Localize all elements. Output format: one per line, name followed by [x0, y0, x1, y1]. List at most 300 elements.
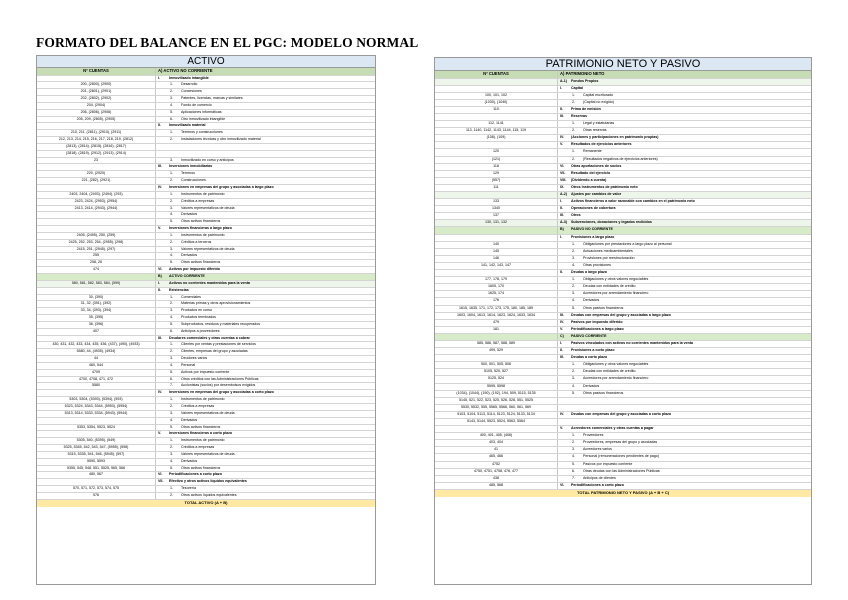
- account-codes: 1615, 1635, 171, 172, 173, 175, 180, 185, 189: [435, 306, 558, 312]
- account-codes: 4752: [435, 462, 558, 468]
- account-codes: 407: [37, 329, 156, 335]
- account-codes: 23: [37, 158, 156, 164]
- line-item: [558, 355, 811, 361]
- line-number: 1.: [170, 171, 173, 176]
- table-row: [37, 438, 375, 445]
- account-codes: 137: [435, 213, 558, 219]
- table-row: [37, 390, 375, 397]
- line-number: 1.: [170, 486, 173, 491]
- line-label: Inmovilizado en curso y anticipos: [181, 157, 234, 162]
- line-label: Proveedores: [583, 433, 604, 438]
- table-row: [37, 123, 375, 130]
- line-item: [156, 445, 375, 451]
- line-number: 1.: [170, 397, 173, 402]
- table-row: [37, 472, 375, 479]
- table-row: [435, 114, 811, 121]
- account-codes: 400, 401, 405, (406): [435, 433, 558, 439]
- pasivo-total-label: TOTAL PATRIMONIO NETO Y PASIVO (A + B + C): [576, 489, 670, 495]
- line-number: VIII.: [560, 177, 567, 182]
- account-codes: [435, 192, 558, 198]
- line-item: [558, 334, 811, 340]
- account-codes: 5353, 5354, 5523, 5524: [37, 425, 156, 431]
- line-number: 2.: [170, 349, 173, 354]
- line-label: Deudores varios: [181, 356, 208, 361]
- line-number: II.: [560, 106, 563, 111]
- line-item: [156, 431, 375, 437]
- line-item: [156, 158, 375, 164]
- table-row: [37, 171, 375, 178]
- pasivo-total-row: [435, 490, 811, 497]
- table-row: [37, 383, 375, 390]
- line-label: Créditos a empresas: [181, 198, 215, 203]
- line-item: [156, 82, 375, 88]
- line-label: Valores representativos de deuda: [181, 205, 235, 210]
- line-item: [156, 301, 375, 307]
- line-item: [156, 171, 375, 177]
- line-label: Productos terminados: [181, 315, 216, 320]
- table-row: [37, 479, 375, 486]
- table-row: [37, 212, 375, 219]
- line-item: [156, 390, 375, 396]
- table-row: [37, 308, 375, 315]
- table-row: [37, 301, 375, 308]
- line-number: 4.: [170, 253, 173, 258]
- line-number: 5.: [572, 461, 575, 466]
- line-item: [156, 267, 375, 273]
- line-label: Instalaciones técnicas y otro inmovilizado material: [181, 137, 261, 142]
- line-number: I.: [158, 280, 160, 285]
- line-label: Efectivo y otros activos líquidos equivalentes: [169, 479, 247, 484]
- table-row: [37, 274, 375, 281]
- account-codes: (1030), (1040): [435, 100, 558, 106]
- line-item: [156, 253, 375, 259]
- line-label: Clientes por ventas y prestaciones de servicios: [181, 342, 256, 347]
- line-number: 1.: [572, 433, 575, 438]
- line-label: Otros pasivos financieros: [583, 305, 624, 310]
- account-codes: 2423, 2424, (2953), (2954): [37, 199, 156, 205]
- line-item: [558, 483, 811, 489]
- line-number: II.: [158, 287, 161, 292]
- line-item: [558, 227, 811, 233]
- line-item: [558, 235, 811, 241]
- line-number: I.: [158, 75, 160, 80]
- account-codes: 576: [37, 493, 156, 499]
- line-label: Derivados: [583, 383, 600, 388]
- line-label: Proveedores, empresas del grupo y asociadas: [583, 440, 658, 445]
- table-row: [435, 327, 811, 334]
- account-codes: 5355, 545, 548, 551, 5525, 565, 566: [37, 466, 156, 472]
- table-row: [37, 336, 375, 343]
- line-number: 1.: [170, 342, 173, 347]
- line-item: [558, 391, 811, 397]
- line-number: 6.: [170, 376, 173, 381]
- line-label: ACTIVO CORRIENTE: [169, 273, 205, 278]
- account-codes: 585, 586, 587, 588, 589: [435, 341, 558, 347]
- line-label: Capital: [571, 85, 583, 90]
- account-codes: 205, 209, (2805), (2905): [37, 117, 156, 123]
- line-item: [156, 281, 375, 287]
- line-item: [156, 185, 375, 191]
- line-label: Provisiones por reestructuración: [583, 255, 635, 260]
- line-item: [156, 322, 375, 328]
- line-number: VI.: [560, 482, 565, 487]
- line-item: [558, 447, 811, 453]
- line-label: Otros activos financieros: [181, 260, 221, 265]
- account-codes: 255: [37, 253, 156, 259]
- table-row: [435, 242, 811, 249]
- table-row: [435, 235, 811, 242]
- table-row: [435, 306, 811, 313]
- table-row: [37, 151, 375, 158]
- table-row: [37, 418, 375, 425]
- table-row: [435, 426, 811, 433]
- line-number: 5.: [170, 369, 173, 374]
- line-label: Otras reservas: [583, 128, 607, 133]
- account-codes: 221, (282), (2921): [37, 178, 156, 184]
- account-codes: [37, 212, 156, 218]
- table-row: [37, 82, 375, 89]
- account-codes: [435, 142, 558, 148]
- line-label: Obligaciones por prestaciones a largo plazo al personal: [583, 241, 672, 246]
- line-label: Accionistas (socios) por desembolsos exigidos: [181, 383, 256, 388]
- table-row: [435, 398, 811, 405]
- line-number: 4.: [170, 417, 173, 422]
- line-item: [558, 256, 811, 262]
- account-codes: 580, 581, 582, 583, 584, (599): [37, 281, 156, 287]
- line-item: [558, 206, 811, 212]
- account-codes: [435, 334, 558, 340]
- account-codes: [37, 226, 156, 232]
- account-codes: 145: [435, 249, 558, 255]
- line-item: [156, 349, 375, 355]
- account-codes: (108), (109): [435, 135, 558, 141]
- table-row: [435, 284, 811, 291]
- line-item: [156, 103, 375, 109]
- account-codes: [435, 86, 558, 92]
- table-row: [37, 281, 375, 288]
- line-number: 2.: [572, 156, 575, 161]
- account-codes: 133: [435, 199, 558, 205]
- line-label: Obligaciones y otros valores negociables: [583, 277, 649, 282]
- line-item: [156, 144, 375, 150]
- line-label: Inversiones en empresas del grupo y asociadas a largo plazo: [169, 185, 274, 189]
- account-codes: 5595, 5598: [435, 384, 558, 390]
- line-label: Activos por impuesto diferido: [169, 267, 220, 272]
- line-label: (Resultados negativos de ejercicios anteriores): [583, 156, 658, 161]
- account-codes: 1625, 174: [435, 291, 558, 297]
- line-label: Acreedores por arrendamiento financiero: [583, 376, 649, 381]
- table-row: [435, 107, 811, 114]
- line-item: [558, 348, 811, 354]
- line-item: [558, 426, 811, 432]
- line-number: 2.: [170, 492, 173, 497]
- account-codes: 31, 32, (391), (392): [37, 301, 156, 307]
- line-number: 4.: [572, 298, 575, 303]
- line-item: [156, 130, 375, 136]
- line-item: [156, 411, 375, 417]
- activo-rows: [37, 76, 375, 500]
- line-item: [156, 356, 375, 362]
- line-item: [558, 469, 811, 475]
- line-label: Deudas con entidades de crédito: [583, 284, 636, 289]
- account-codes: 474: [37, 267, 156, 273]
- line-item: [156, 206, 375, 212]
- line-number: B): [560, 227, 564, 232]
- table-row: [435, 320, 811, 327]
- line-label: Deudas a corto plazo: [571, 355, 608, 360]
- account-codes: 113, 1140, 1142, 1143, 1144, 115, 119: [435, 128, 558, 134]
- table-row: [435, 462, 811, 469]
- line-label: Existencias: [169, 287, 189, 292]
- line-number: 3.: [572, 255, 575, 260]
- line-number: 5.: [170, 260, 173, 265]
- line-label: Instrumentos de patrimonio: [181, 397, 225, 402]
- account-codes: 258, 26: [37, 260, 156, 266]
- table-row: [37, 76, 375, 83]
- line-label: Otros activos financieros: [181, 219, 221, 224]
- account-codes: 5143, 5144, 5523, 5524, 5563, 5564: [435, 419, 558, 425]
- account-codes: 130, 131, 132: [435, 220, 558, 226]
- account-codes: (121): [435, 157, 558, 163]
- line-item: [156, 452, 375, 458]
- line-number: VI.: [158, 472, 163, 477]
- table-row: [37, 96, 375, 103]
- line-item: [156, 425, 375, 431]
- table-row: [37, 117, 375, 124]
- account-codes: 35, (395): [37, 315, 156, 321]
- line-label: Derivados: [583, 298, 600, 303]
- line-number: 5.: [170, 465, 173, 470]
- account-codes: 1603, 1604, 1613, 1614, 1623, 1624, 1633, 1634: [435, 313, 558, 319]
- account-codes: (2818), (2819), (2912), (2913), (2914): [37, 151, 156, 157]
- account-codes: 33, 34, (393), (394): [37, 308, 156, 314]
- account-codes: 141, 142, 143, 147: [435, 263, 558, 269]
- line-item: [558, 249, 811, 255]
- account-codes: 5323, 5324, 5343, 5344, (5953), (5954): [37, 404, 156, 410]
- line-label: Derivados: [181, 458, 198, 463]
- line-item: [558, 412, 811, 418]
- table-row: [37, 192, 375, 199]
- line-item: [156, 260, 375, 266]
- line-item: [156, 117, 375, 123]
- account-codes: [435, 79, 558, 85]
- account-codes: 500, 501, 505, 506: [435, 362, 558, 368]
- account-codes: 430, 431, 432, 433, 434, 435, 436, (437), (490), (4933): [37, 342, 156, 348]
- table-row: [435, 164, 811, 171]
- line-item: [156, 315, 375, 321]
- line-label: (Capital no exigido): [583, 99, 614, 104]
- line-item: [558, 93, 811, 99]
- line-number: 2.: [170, 301, 173, 306]
- line-item: [558, 462, 811, 468]
- account-codes: 120: [435, 149, 558, 155]
- line-item: [558, 220, 811, 226]
- line-label: Deudas a largo plazo: [571, 270, 607, 275]
- account-codes: 2403, 2404, (2493), (2494), (293): [37, 192, 156, 198]
- table-row: [435, 454, 811, 461]
- line-number: 2.: [170, 137, 173, 142]
- line-item: [156, 96, 375, 102]
- table-row: [37, 130, 375, 137]
- table-row: [435, 384, 811, 391]
- account-codes: 5103, 5104, 5113, 5114, 5123, 5124, 5133, 5134: [435, 412, 558, 418]
- table-row: [435, 157, 811, 164]
- account-codes: 5325, 5345, 542, 543, 547, (5955), (598): [37, 445, 156, 451]
- account-codes: 5315, 5335, 541, 546, (5945), (597): [37, 452, 156, 458]
- line-item: [558, 376, 811, 382]
- account-codes: 403, 404: [435, 440, 558, 446]
- account-codes: [37, 76, 156, 82]
- line-label: Reservas: [571, 113, 587, 118]
- table-row: [37, 315, 375, 322]
- page-title: FORMATO DEL BALANCE EN EL PGC: MODELO NORMAL: [36, 35, 419, 50]
- table-row: [37, 144, 375, 151]
- line-item: [156, 164, 375, 170]
- line-number: 4.: [170, 362, 173, 367]
- line-item: [558, 476, 811, 482]
- table-row: [435, 433, 811, 440]
- table-row: [435, 447, 811, 454]
- line-label: Terrenos y construcciones: [181, 130, 223, 135]
- line-number: 5.: [572, 305, 575, 310]
- account-codes: [37, 288, 156, 294]
- line-number: 5.: [170, 219, 173, 224]
- line-label: Ajustes por cambios de valor: [571, 192, 622, 196]
- line-label: Deudas con entidades de crédito: [583, 369, 636, 374]
- line-item: [558, 149, 811, 155]
- line-item: [156, 240, 375, 246]
- line-label: Inmovilizado intangible: [169, 75, 209, 80]
- line-label: Otros: [571, 213, 581, 218]
- line-number: 3.: [170, 451, 173, 456]
- line-label: Anticipos de clientes: [583, 475, 616, 480]
- account-codes: 5125, 524: [435, 376, 558, 382]
- line-item: [156, 342, 375, 348]
- line-number: V.: [560, 142, 564, 147]
- line-item: [156, 404, 375, 410]
- line-item: [558, 100, 811, 106]
- pasivo-table: [434, 57, 812, 585]
- line-item: [156, 274, 375, 280]
- account-codes: 220, (2920): [37, 171, 156, 177]
- account-codes: 112, 1141: [435, 121, 558, 127]
- account-codes: 201, (2801), (2901): [37, 89, 156, 95]
- line-item: [558, 277, 811, 283]
- line-number: III.: [158, 164, 162, 169]
- account-codes: 30, (390): [37, 295, 156, 301]
- line-label: Prima de emisión: [571, 106, 601, 111]
- line-item: [558, 121, 811, 127]
- line-label: Subvenciones, donaciones y legados recibidos: [571, 220, 652, 225]
- account-codes: 5590, 5593: [37, 459, 156, 465]
- table-row: [37, 240, 375, 247]
- line-item: [156, 226, 375, 232]
- line-label: Tesorería: [181, 486, 196, 491]
- table-row: [37, 425, 375, 432]
- table-row: [435, 142, 811, 149]
- table-row: [37, 370, 375, 377]
- line-number: 3.: [572, 376, 575, 381]
- account-codes: [37, 219, 156, 225]
- account-codes: 206, (2806), (2906): [37, 110, 156, 116]
- account-codes: 4750, 4751, 4758, 476, 477: [435, 469, 558, 475]
- line-item: [156, 233, 375, 239]
- line-label: Activos no corrientes mantenidos para la venta: [169, 280, 250, 285]
- line-number: 4.: [572, 454, 575, 459]
- account-codes: [37, 390, 156, 396]
- line-number: 2.: [572, 369, 575, 374]
- line-number: 1.: [170, 191, 173, 196]
- account-codes: 177, 178, 179: [435, 277, 558, 283]
- line-label: PASIVO CORRIENTE: [571, 333, 607, 338]
- line-number: 2.: [170, 404, 173, 408]
- line-item: [156, 76, 375, 82]
- line-item: [558, 419, 811, 425]
- line-label: Instrumentos de patrimonio: [181, 232, 225, 237]
- line-number: A-3): [560, 220, 567, 225]
- line-number: IV.: [158, 390, 163, 395]
- line-number: IV.: [560, 135, 565, 140]
- line-label: Otros activos financieros: [181, 465, 221, 470]
- line-label: Otros pasivos financieros: [583, 390, 624, 395]
- table-row: [435, 440, 811, 447]
- account-codes: 181: [435, 327, 558, 333]
- line-number: 4.: [170, 458, 173, 463]
- table-row: [37, 411, 375, 418]
- line-label: Personal (remuneraciones pendientes de pago): [583, 454, 659, 459]
- table-row: [435, 227, 811, 234]
- table-row: [435, 178, 811, 185]
- line-item: [558, 213, 811, 219]
- line-item: [156, 199, 375, 205]
- line-label: Obligaciones y otros valores negociables: [583, 362, 649, 367]
- activo-total-row: [37, 500, 375, 507]
- line-number: V.: [158, 431, 162, 436]
- line-item: [558, 242, 811, 248]
- account-codes: 36, (396): [37, 322, 156, 328]
- line-item: [558, 362, 811, 368]
- line-label: Concesiones: [181, 89, 202, 94]
- line-number: 3.: [572, 447, 575, 452]
- line-number: IX.: [560, 184, 565, 189]
- line-item: [558, 398, 811, 404]
- line-label: Otras aportaciones de socios: [571, 163, 622, 168]
- line-number: 6.: [572, 468, 575, 473]
- table-row: [435, 263, 811, 270]
- table-row: [435, 128, 811, 135]
- account-codes: [37, 336, 156, 342]
- line-number: 2.: [170, 445, 173, 450]
- table-row: [435, 86, 811, 93]
- line-label: Otras provisiones: [583, 262, 611, 267]
- line-item: [558, 327, 811, 333]
- account-codes: 5305, 540, (5395), (549): [37, 438, 156, 444]
- line-item: [558, 164, 811, 170]
- account-codes: 2405, (2495), 250, (259): [37, 233, 156, 239]
- table-row: [37, 233, 375, 240]
- account-codes: [37, 479, 156, 485]
- line-number: 2.: [170, 178, 173, 183]
- line-item: [558, 142, 811, 148]
- account-codes: [435, 426, 558, 432]
- line-label: Operaciones de cobertura: [571, 206, 616, 211]
- line-label: Pasivos vinculados con activos no corrientes mantenidos para la venta: [571, 340, 694, 345]
- line-item: [156, 418, 375, 424]
- table-row: [435, 476, 811, 483]
- line-number: 4.: [572, 383, 575, 388]
- line-item: [156, 363, 375, 369]
- line-label: Resultados de ejercicios anteriores: [571, 142, 632, 147]
